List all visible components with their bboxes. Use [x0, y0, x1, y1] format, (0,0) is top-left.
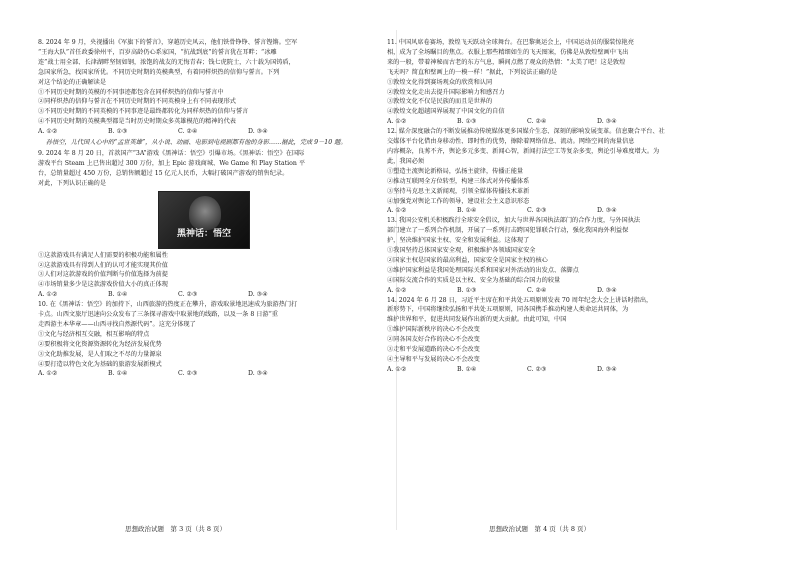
statement-item: ④市场销量多少是这款游戏价值大小的真正体现 [38, 281, 168, 289]
statement-item: ②敦煌文化走出去提升国际影响力和感召力 [387, 88, 505, 96]
question-text: 交媒体平台化借由身移动性、即时性的优势，擦除着网络信息、流动。网络空间的海量信息 [387, 138, 635, 146]
statement-item: ②推动互联网全方位转型，构建三体式对外传播体系 [387, 177, 530, 185]
statement-item: ③文化助推发展，是人们取之不尽的力量源泉 [38, 350, 162, 358]
statement-item: ②这款游戏具有得到人们的认可才能实现其价值 [38, 261, 168, 269]
question-text: 部门建立了一系列合作机制，开展了一系列打击跨国犯罪联合行动，强化我国海外利益保 [387, 227, 629, 235]
question-text: 飞天吗？简直和壁画上的一模一样！”据此，下列说法正确的是 [387, 68, 558, 76]
question-text: 维护世界和平，促进共同发展作出新的更大贡献。由此可知，中国 [387, 316, 567, 324]
statement-item: ②同样炽热的信仰与誓言在不同历史时期的不同英模身上有不同表现形式 [38, 98, 236, 106]
statement-item: ①文化与经济相互交融，相互影响的特点 [38, 330, 150, 338]
option-d: D. ③④ [248, 370, 268, 378]
statement-item: ①我国坚持总体国家安全观，积极维护各领域国家安全 [387, 247, 536, 255]
question-10 [38, 300, 368, 379]
statement-item: ③坚持马克思主义新闻观，引领全媒体传播技术革新 [387, 187, 530, 195]
answer-options [387, 286, 722, 296]
option-d: D. ③④ [248, 128, 268, 136]
option-a: A. ①② [38, 291, 58, 299]
question-text: 12. 媒介深度融合的不断发展推动传统媒体更多国媒介生态、深刻的影响发展变革。信息聚合平台、社 [387, 128, 665, 136]
statement-item: ③人们对这款游戏的价值判断与价值选择为前提 [38, 271, 168, 279]
question-text: 10. 在《黑神话：悟空》的加持下，山西旅游的热度正在攀升，游戏取景地迅速成为旅游热门打 [38, 301, 298, 309]
option-a: A. ①② [387, 365, 407, 373]
option-c: C. ②④ [527, 118, 547, 126]
question-text: 连”战士用全部、长津湖畔坚韧如钢，浓饱的战友的无悔青春；钱七虎院士，六十载为国铸盾， [38, 58, 295, 66]
statement-item: ①不同历史时期的英模的不同事迹都包含在同样炽热的信仰与誓言中 [38, 88, 224, 96]
option-a: A. ①② [387, 118, 407, 126]
question-text: “王海大队”首任政委徐州平，百岁高龄仍心系家国，“抗战到底”的誓言犹在耳畔；“冰雕 [38, 48, 277, 56]
question-text: 14. 2024 年 6 月 28 日，习近平主席在和平共处五项原则发表 70 周年纪念大会上讲话时指出， [387, 296, 653, 304]
question-text: 护，坚决维护国家主权、安全和发展利益。这体现了 [387, 237, 530, 245]
statement-item: ④敦煌文化超越国界展现了中国文化的自信 [387, 108, 505, 116]
exam-page-4 [387, 0, 794, 561]
question-text: 新形势下，中国将继续弘扬和平共处五项原则，同各国携手推动构建人类命运共同体，为 [387, 306, 629, 314]
question-9 [38, 149, 368, 300]
option-a: A. ①② [387, 207, 407, 215]
option-b: B. ①④ [457, 207, 477, 215]
option-d: D. ③④ [248, 291, 268, 299]
question-text: 来的一般，带着神秘而古老的东方气息，瞬间点燃了观众的热情：“太美了吧！这是敦煌 [387, 58, 626, 66]
answer-options [387, 117, 722, 127]
question-text: 11. 中国风席卷赛场，敦煌飞天跃动全球舞台。在巴黎奥运会上，中国运动员的服装惊艳亮 [387, 39, 634, 46]
question-text: 相，成为了全场瞩目的焦点。衣服上那些精细如生的飞天图案，仿佛是从敦煌壁画中飞出 [387, 48, 629, 56]
statement-item: ②国家主权是国家的最高利益，国家安全是国家主权的核心 [387, 256, 548, 264]
option-c: C. ②③ [527, 207, 547, 215]
option-b: B. ①③ [457, 286, 477, 294]
question-14 [387, 296, 722, 375]
statement-item: ④要打造以特色文化为基础的旅游发展新模式 [38, 360, 162, 368]
statement-item: ③走和平发展道路的决心不会改变 [387, 346, 480, 354]
page-3-column [38, 38, 368, 379]
statement-item: ③不同历史时期的不同英模的不同事迹是最终都转化为同样炽热的信仰与誓言 [38, 108, 249, 116]
statement-item: ②同各国友好合作的决心不会改变 [387, 336, 480, 344]
option-c: C. ②④ [527, 286, 547, 294]
answer-options [387, 365, 722, 375]
question-8 [38, 38, 368, 137]
option-c: C. ②④ [178, 128, 198, 136]
wukong-figure [189, 196, 221, 230]
poster-title: 黑神话：悟空 [176, 228, 231, 239]
statement-item: ④加强党对舆论工作的领导，建设社会主义意识形态 [387, 197, 530, 205]
statement-item: ②要积极将文化资源资源转化为经济发展优势 [38, 340, 162, 348]
answer-options [38, 290, 368, 300]
statement-item: ④主导和平与发展的决心不会改变 [387, 356, 480, 363]
question-text: 走西游主本华章——山西寻找自然源代码”。这充分体现了 [38, 320, 196, 328]
option-a: A. ①② [38, 128, 58, 136]
question-13 [387, 216, 722, 295]
page-4-column [387, 38, 722, 375]
question-text: 此，我国必须 [387, 157, 425, 165]
statement-item: ③维护国家利益是我国处理国际关系和国家对外活动的出发点、落脚点 [387, 266, 579, 274]
answer-options [38, 369, 368, 379]
option-a: A. ①② [387, 286, 407, 294]
option-b: B. ①③ [108, 128, 128, 136]
material-intro: 孙悟空，儿代国人心中的“孟世英雄”，从小说、动画、电影到电视剧都有他的身影……据此，完成 9－10 题。 [46, 139, 347, 147]
option-c: C. ②③ [527, 365, 547, 373]
option-d: D. ③④ [597, 207, 617, 215]
option-d: D. ③④ [597, 286, 617, 294]
option-c: C. ②③ [178, 370, 198, 378]
statement-item: ④国际交流合作的实质是以主权、安全为基础的综合国力的较量 [387, 276, 561, 284]
question-text: 对此，下列认识正确的是 [38, 179, 107, 187]
question-text: 台，总销量超过 450 万份，总销售额超过 15 亿元人民币，大幅打破国产游戏的销售纪录。 [38, 169, 289, 177]
question-text: 9. 2024 年 8 月 20 日，首款国产“3A”游戏《黑神话：悟空》引爆市场。《黑神话：悟空》在国际 [38, 149, 305, 157]
option-b: B. ①④ [108, 370, 128, 378]
question-text: 急国家所急，找国家所优。不同历史时期的英模典型，有着同样炽热的信仰与誓言。下列 [38, 68, 280, 76]
statement-item: ③敦煌文化不仅是民族的而且是世界的 [387, 98, 493, 106]
question-text: 卡点。山西文旅厅迅速向公众发布了三条探寻游戏中取景地的线路，以及一条 8 日游“重 [38, 311, 278, 319]
page-footer: 思想政治试题 第 4 页（共 8 页） [489, 525, 591, 533]
statement-item: ①敦煌文化得到赛场观众的欣赏和认同 [387, 78, 493, 86]
option-b: B. ①③ [457, 118, 477, 126]
statement-item: ①这款游戏具有满足人们需要的积极功能和属性 [38, 251, 168, 259]
question-11 [387, 38, 722, 127]
question-text: 13. 我国公安机关积极践行全球安全倡议，加大与世界各国执法部门的合作力度，与外国执法 [387, 217, 641, 225]
page-footer: 思想政治试题 第 3 页（共 8 页） [125, 525, 227, 533]
statement-item: ①塑造主流舆论新格局，弘扬主旋律，传播正能量 [387, 167, 524, 175]
option-c: C. ②③ [178, 291, 198, 299]
option-b: B. ①④ [108, 291, 128, 299]
statement-item: ①维护国际新秩序的决心不会改变 [387, 326, 480, 334]
answer-options [38, 127, 368, 137]
option-b: B. ①④ [457, 365, 477, 373]
option-a: A. ①② [38, 370, 58, 378]
answer-options [387, 206, 722, 216]
game-poster-image [158, 191, 250, 249]
statement-item: ④不同历史时期的英模典型都是当时历史时期众多英雄模范的精神的代表 [38, 118, 236, 126]
option-d: D. ③④ [597, 365, 617, 373]
question-text: 对这个结论的正确解读是 [38, 78, 107, 86]
option-d: D. ③④ [597, 118, 617, 126]
question-text: 内容概杂，良莠不齐，舆论多元多变、新闻心智，新闻打法空工等复杂多变，舆论引导难度增大。为 [387, 147, 660, 155]
question-text: 8. 2024 年 9 月，央视播出《军旗下的誓言》，穿越历史风云，他们铁骨铮铮、誓言铿锵。空军 [38, 39, 298, 46]
question-text: 游戏平台 Steam 上已售出超过 300 万份，加上 Epic 游戏商城、We Game 和 Play Station 平 [38, 159, 306, 167]
question-12 [387, 127, 722, 216]
